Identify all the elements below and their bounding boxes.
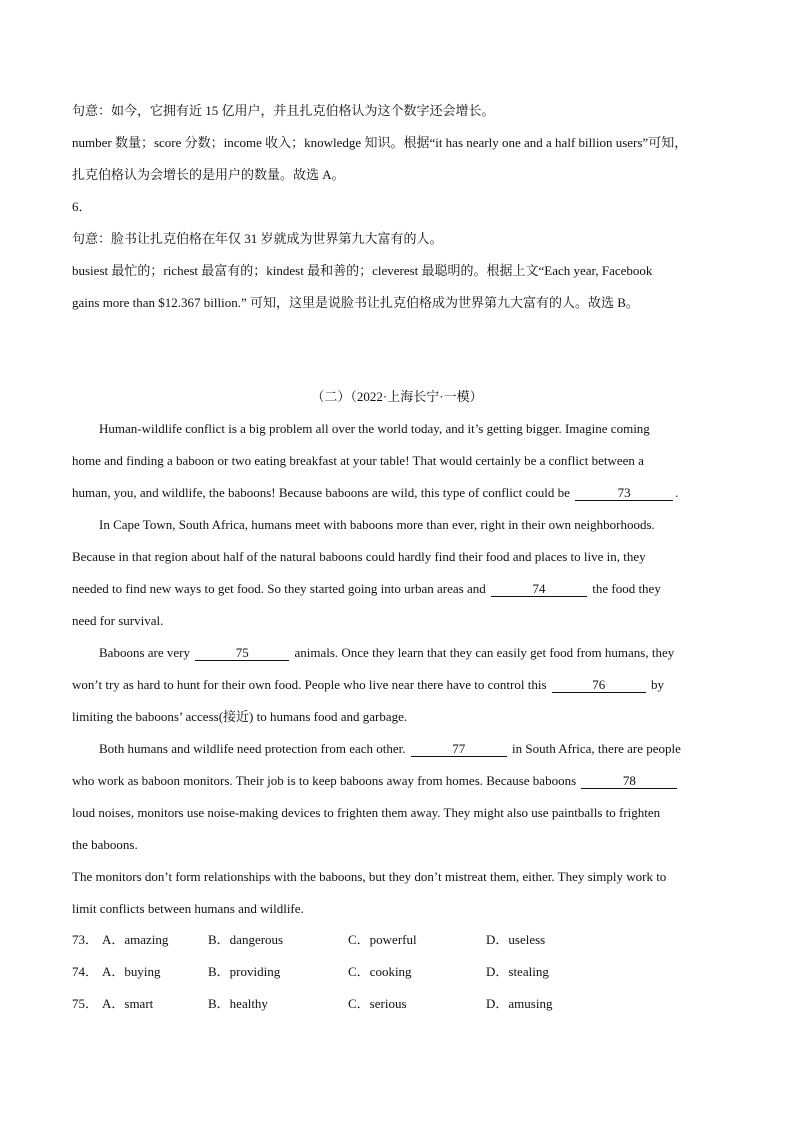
passage-p4-line4: the baboons. <box>72 837 138 852</box>
option-c: C．powerful <box>348 932 417 947</box>
passage-p4-line3: loud noises, monitors use noise-making devices to frighten them away. They might also use paintballs to frighten <box>72 805 661 820</box>
option-b: B．providing <box>208 964 281 979</box>
passage-p3-line3: limiting the baboons’ access(接近) to humans food and garbage. <box>72 709 408 724</box>
passage-text: in South Africa, there are people <box>512 741 681 756</box>
option-b: B．healthy <box>208 996 268 1011</box>
explanation-6-number: 6． <box>72 199 92 214</box>
explanation-5-translation: 句意：如今，它拥有近 15 亿用户，并且扎克伯格认为这个数字还会增长。 <box>72 103 495 118</box>
passage-text: by <box>651 677 665 692</box>
passage-text: needed to find new ways to get food. So they started going into urban areas and <box>72 581 486 596</box>
passage-text: the food they <box>592 581 661 596</box>
passage-p2-line2: Because in that region about half of the natural baboons could hardly find their food and places to live in, they <box>72 549 646 564</box>
passage-p5-line1: The monitors don’t form relationships with the baboons, but they don’t mistreat them, either. They simply work to <box>72 869 667 884</box>
blank-76: 76 <box>552 677 646 693</box>
option-a: A．smart <box>102 996 154 1011</box>
option-a: A．amazing <box>102 932 169 947</box>
passage-p3-line2 <box>72 676 664 694</box>
option-d: D．stealing <box>486 964 549 979</box>
option-c: C．serious <box>348 996 407 1011</box>
explanation-6-conclusion: gains more than $12.367 billion.” 可知，这里是说脸书让扎克伯格成为世界第九大富有的人。故选 B。 <box>72 295 639 310</box>
passage-p1-line2: home and finding a baboon or two eating breakfast at your table! That would certainly be a conflict between a <box>72 453 644 468</box>
passage-text: . <box>675 485 679 500</box>
explanation-5-conclusion: 扎克伯格认为会增长的是用户的数量。故选 A。 <box>72 167 345 182</box>
explanation-6-translation: 句意：脸书让扎克伯格在年仅 31 岁就成为世界第九大富有的人。 <box>72 231 443 246</box>
option-c: C．cooking <box>348 964 412 979</box>
passage-p4-line1 <box>99 740 681 758</box>
question-number: 75． <box>72 996 99 1011</box>
passage-text: Both humans and wildlife need protection from each other. <box>99 741 406 756</box>
blank-75: 75 <box>195 645 289 661</box>
explanation-6-vocab: busiest 最忙的；richest 最富有的；kindest 最和善的；cleverest 最聪明的。根据上文“Each year, Facebook <box>72 263 653 278</box>
blank-73: 73 <box>575 485 673 501</box>
passage-text: human, you, and wildlife, the baboons! Because baboons are wild, this type of conflict could be <box>72 485 570 500</box>
option-d: D．amusing <box>486 996 553 1011</box>
option-a: A．buying <box>102 964 161 979</box>
blank-78: 78 <box>581 773 677 789</box>
option-d: D．useless <box>486 932 546 947</box>
passage-text: animals. Once they learn that they can easily get food from humans, they <box>294 645 675 660</box>
passage-p2-line3 <box>72 580 661 598</box>
blank-77: 77 <box>411 741 507 757</box>
question-number: 73． <box>72 932 99 947</box>
blank-74: 74 <box>491 581 587 597</box>
passage-p2-line1: In Cape Town, South Africa, humans meet with baboons more than ever, right in their own neighborhoods. <box>99 517 655 532</box>
passage-text: Baboons are very <box>99 645 190 660</box>
option-b: B．dangerous <box>208 932 284 947</box>
passage-text: who work as baboon monitors. Their job is to keep baboons away from homes. Because baboons <box>72 773 577 788</box>
passage-p4-line2 <box>72 772 679 790</box>
passage-p5-line2: limit conflicts between humans and wildlife. <box>72 901 304 916</box>
explanation-5-vocab: number 数量；score 分数；income 收入；knowledge 知识。根据“it has nearly one and a half billion users”可知， <box>72 135 688 150</box>
section-title: （二）（2022·上海长宁·一模） <box>311 389 483 404</box>
passage-text: won’t try as hard to hunt for their own food. People who live near there have to control this <box>72 677 547 692</box>
passage-p1-line1: Human-wildlife conflict is a big problem all over the world today, and it’s getting bigger. Imagine coming <box>99 421 650 436</box>
passage-p2-line4: need for survival. <box>72 613 164 628</box>
passage-p3-line1 <box>99 644 674 662</box>
question-number: 74． <box>72 964 99 979</box>
passage-p1-line3 <box>72 484 678 502</box>
